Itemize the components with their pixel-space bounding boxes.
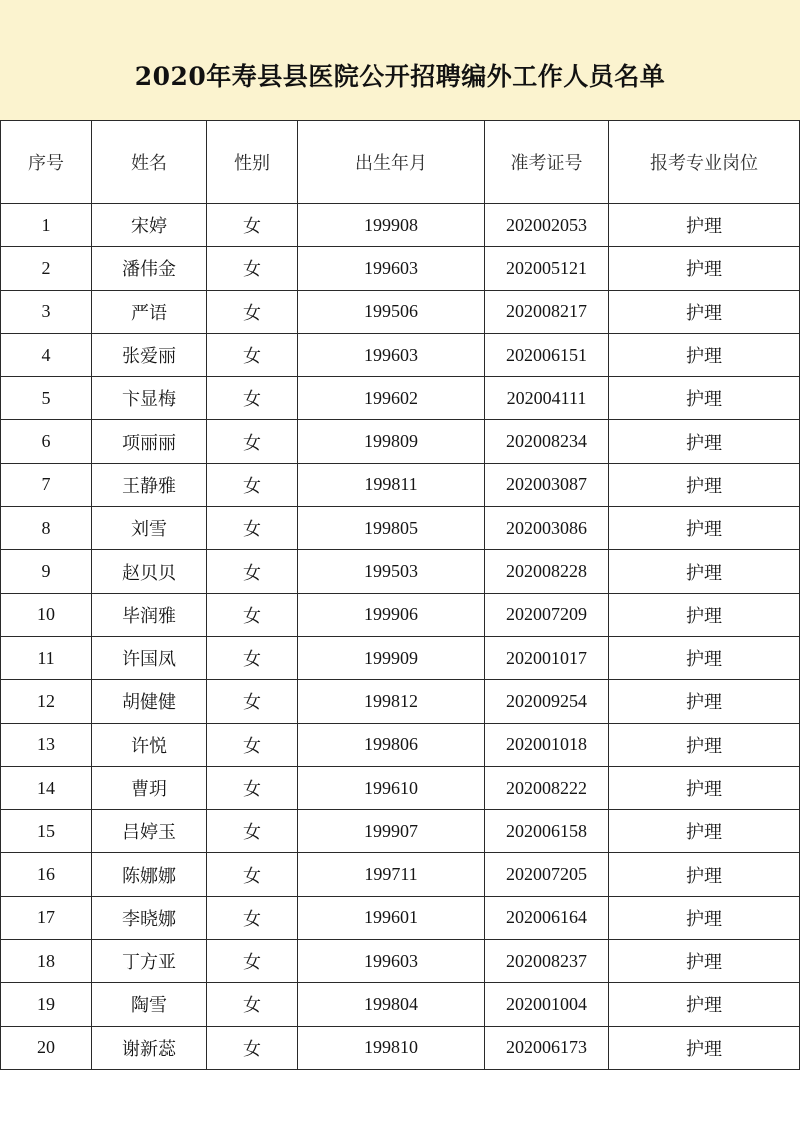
cell-exam-id: 202007209 [485, 593, 609, 636]
cell-gender: 女 [207, 680, 298, 723]
cell-serial: 15 [1, 810, 92, 853]
cell-serial: 18 [1, 940, 92, 983]
cell-serial: 5 [1, 377, 92, 420]
cell-name: 赵贝贝 [92, 550, 207, 593]
cell-gender: 女 [207, 290, 298, 333]
cell-serial: 17 [1, 896, 92, 939]
cell-position: 护理 [609, 896, 800, 939]
cell-position: 护理 [609, 680, 800, 723]
cell-position: 护理 [609, 723, 800, 766]
table-row [1, 507, 800, 550]
cell-gender: 女 [207, 420, 298, 463]
cell-serial: 3 [1, 290, 92, 333]
cell-name: 潘伟金 [92, 247, 207, 290]
table-row [1, 940, 800, 983]
cell-serial: 8 [1, 507, 92, 550]
cell-exam-id: 202001004 [485, 983, 609, 1026]
cell-name: 宋婷 [92, 204, 207, 247]
table-body [1, 204, 800, 1070]
cell-serial: 13 [1, 723, 92, 766]
cell-birth-month: 199812 [298, 680, 485, 723]
header-position: 报考专业岗位 [609, 121, 800, 204]
cell-name: 陈娜娜 [92, 853, 207, 896]
cell-gender: 女 [207, 853, 298, 896]
cell-exam-id: 202008217 [485, 290, 609, 333]
cell-birth-month: 199809 [298, 420, 485, 463]
cell-serial: 16 [1, 853, 92, 896]
cell-position: 护理 [609, 593, 800, 636]
table-row [1, 766, 800, 809]
header-exam-id: 准考证号 [485, 121, 609, 204]
cell-gender: 女 [207, 940, 298, 983]
header-birth-month: 出生年月 [298, 121, 485, 204]
cell-birth-month: 199603 [298, 247, 485, 290]
table-row [1, 333, 800, 376]
cell-exam-id: 202008228 [485, 550, 609, 593]
cell-position: 护理 [609, 810, 800, 853]
cell-name: 陶雪 [92, 983, 207, 1026]
cell-exam-id: 202006164 [485, 896, 609, 939]
cell-name: 胡健健 [92, 680, 207, 723]
cell-birth-month: 199811 [298, 463, 485, 506]
table-row [1, 983, 800, 1026]
cell-serial: 4 [1, 333, 92, 376]
cell-birth-month: 199907 [298, 810, 485, 853]
cell-gender: 女 [207, 896, 298, 939]
cell-position: 护理 [609, 204, 800, 247]
table-row [1, 377, 800, 420]
cell-name: 严语 [92, 290, 207, 333]
table-row [1, 463, 800, 506]
cell-serial: 6 [1, 420, 92, 463]
table-row [1, 204, 800, 247]
cell-birth-month: 199506 [298, 290, 485, 333]
cell-birth-month: 199603 [298, 940, 485, 983]
cell-gender: 女 [207, 333, 298, 376]
cell-name: 谢新蕊 [92, 1026, 207, 1069]
table-row [1, 420, 800, 463]
cell-exam-id: 202002053 [485, 204, 609, 247]
cell-birth-month: 199909 [298, 636, 485, 679]
cell-name: 许悦 [92, 723, 207, 766]
cell-name: 项丽丽 [92, 420, 207, 463]
table-row [1, 896, 800, 939]
cell-serial: 14 [1, 766, 92, 809]
cell-birth-month: 199908 [298, 204, 485, 247]
cell-serial: 1 [1, 204, 92, 247]
cell-exam-id: 202008237 [485, 940, 609, 983]
cell-gender: 女 [207, 983, 298, 1026]
cell-name: 张爱丽 [92, 333, 207, 376]
cell-serial: 11 [1, 636, 92, 679]
cell-name: 吕婷玉 [92, 810, 207, 853]
cell-birth-month: 199503 [298, 550, 485, 593]
cell-name: 李晓娜 [92, 896, 207, 939]
cell-birth-month: 199711 [298, 853, 485, 896]
cell-exam-id: 202006173 [485, 1026, 609, 1069]
table-row [1, 1026, 800, 1069]
header-name: 姓名 [92, 121, 207, 204]
cell-gender: 女 [207, 593, 298, 636]
cell-position: 护理 [609, 507, 800, 550]
table-header [1, 121, 800, 204]
cell-serial: 7 [1, 463, 92, 506]
cell-serial: 10 [1, 593, 92, 636]
cell-gender: 女 [207, 636, 298, 679]
cell-exam-id: 202003086 [485, 507, 609, 550]
table-row [1, 247, 800, 290]
cell-name: 许国凤 [92, 636, 207, 679]
cell-birth-month: 199906 [298, 593, 485, 636]
cell-name: 曹玥 [92, 766, 207, 809]
cell-exam-id: 202006151 [485, 333, 609, 376]
cell-exam-id: 202003087 [485, 463, 609, 506]
table-row [1, 550, 800, 593]
header-serial: 序号 [1, 121, 92, 204]
cell-serial: 2 [1, 247, 92, 290]
cell-name: 刘雪 [92, 507, 207, 550]
cell-birth-month: 199805 [298, 507, 485, 550]
cell-position: 护理 [609, 420, 800, 463]
cell-birth-month: 199810 [298, 1026, 485, 1069]
cell-name: 卞显梅 [92, 377, 207, 420]
cell-gender: 女 [207, 204, 298, 247]
cell-name: 王静雅 [92, 463, 207, 506]
cell-gender: 女 [207, 1026, 298, 1069]
cell-exam-id: 202005121 [485, 247, 609, 290]
table-row [1, 723, 800, 766]
page-title: 2020年寿县县医院公开招聘编外工作人员名单 [134, 62, 666, 91]
cell-position: 护理 [609, 636, 800, 679]
cell-exam-id: 202001017 [485, 636, 609, 679]
cell-gender: 女 [207, 550, 298, 593]
cell-exam-id: 202004111 [485, 377, 609, 420]
cell-serial: 12 [1, 680, 92, 723]
cell-exam-id: 202007205 [485, 853, 609, 896]
cell-birth-month: 199602 [298, 377, 485, 420]
cell-position: 护理 [609, 333, 800, 376]
cell-name: 丁方亚 [92, 940, 207, 983]
cell-gender: 女 [207, 247, 298, 290]
table-row [1, 680, 800, 723]
cell-birth-month: 199806 [298, 723, 485, 766]
cell-gender: 女 [207, 377, 298, 420]
cell-exam-id: 202006158 [485, 810, 609, 853]
cell-gender: 女 [207, 507, 298, 550]
cell-exam-id: 202001018 [485, 723, 609, 766]
cell-serial: 20 [1, 1026, 92, 1069]
header-gender: 性别 [207, 121, 298, 204]
table-row [1, 290, 800, 333]
table-row [1, 636, 800, 679]
table-row [1, 853, 800, 896]
cell-position: 护理 [609, 940, 800, 983]
cell-position: 护理 [609, 290, 800, 333]
table-row [1, 593, 800, 636]
header-row [1, 121, 800, 204]
cell-serial: 9 [1, 550, 92, 593]
cell-serial: 19 [1, 983, 92, 1026]
cell-birth-month: 199603 [298, 333, 485, 376]
cell-gender: 女 [207, 723, 298, 766]
cell-birth-month: 199804 [298, 983, 485, 1026]
cell-name: 毕润雅 [92, 593, 207, 636]
cell-position: 护理 [609, 377, 800, 420]
candidate-table [0, 120, 800, 1070]
cell-position: 护理 [609, 550, 800, 593]
cell-position: 护理 [609, 1026, 800, 1069]
cell-position: 护理 [609, 983, 800, 1026]
cell-gender: 女 [207, 463, 298, 506]
cell-birth-month: 199601 [298, 896, 485, 939]
cell-position: 护理 [609, 766, 800, 809]
cell-position: 护理 [609, 463, 800, 506]
cell-position: 护理 [609, 853, 800, 896]
cell-exam-id: 202009254 [485, 680, 609, 723]
cell-gender: 女 [207, 810, 298, 853]
cell-gender: 女 [207, 766, 298, 809]
cell-position: 护理 [609, 247, 800, 290]
cell-exam-id: 202008234 [485, 420, 609, 463]
cell-birth-month: 199610 [298, 766, 485, 809]
table-row [1, 810, 800, 853]
cell-exam-id: 202008222 [485, 766, 609, 809]
